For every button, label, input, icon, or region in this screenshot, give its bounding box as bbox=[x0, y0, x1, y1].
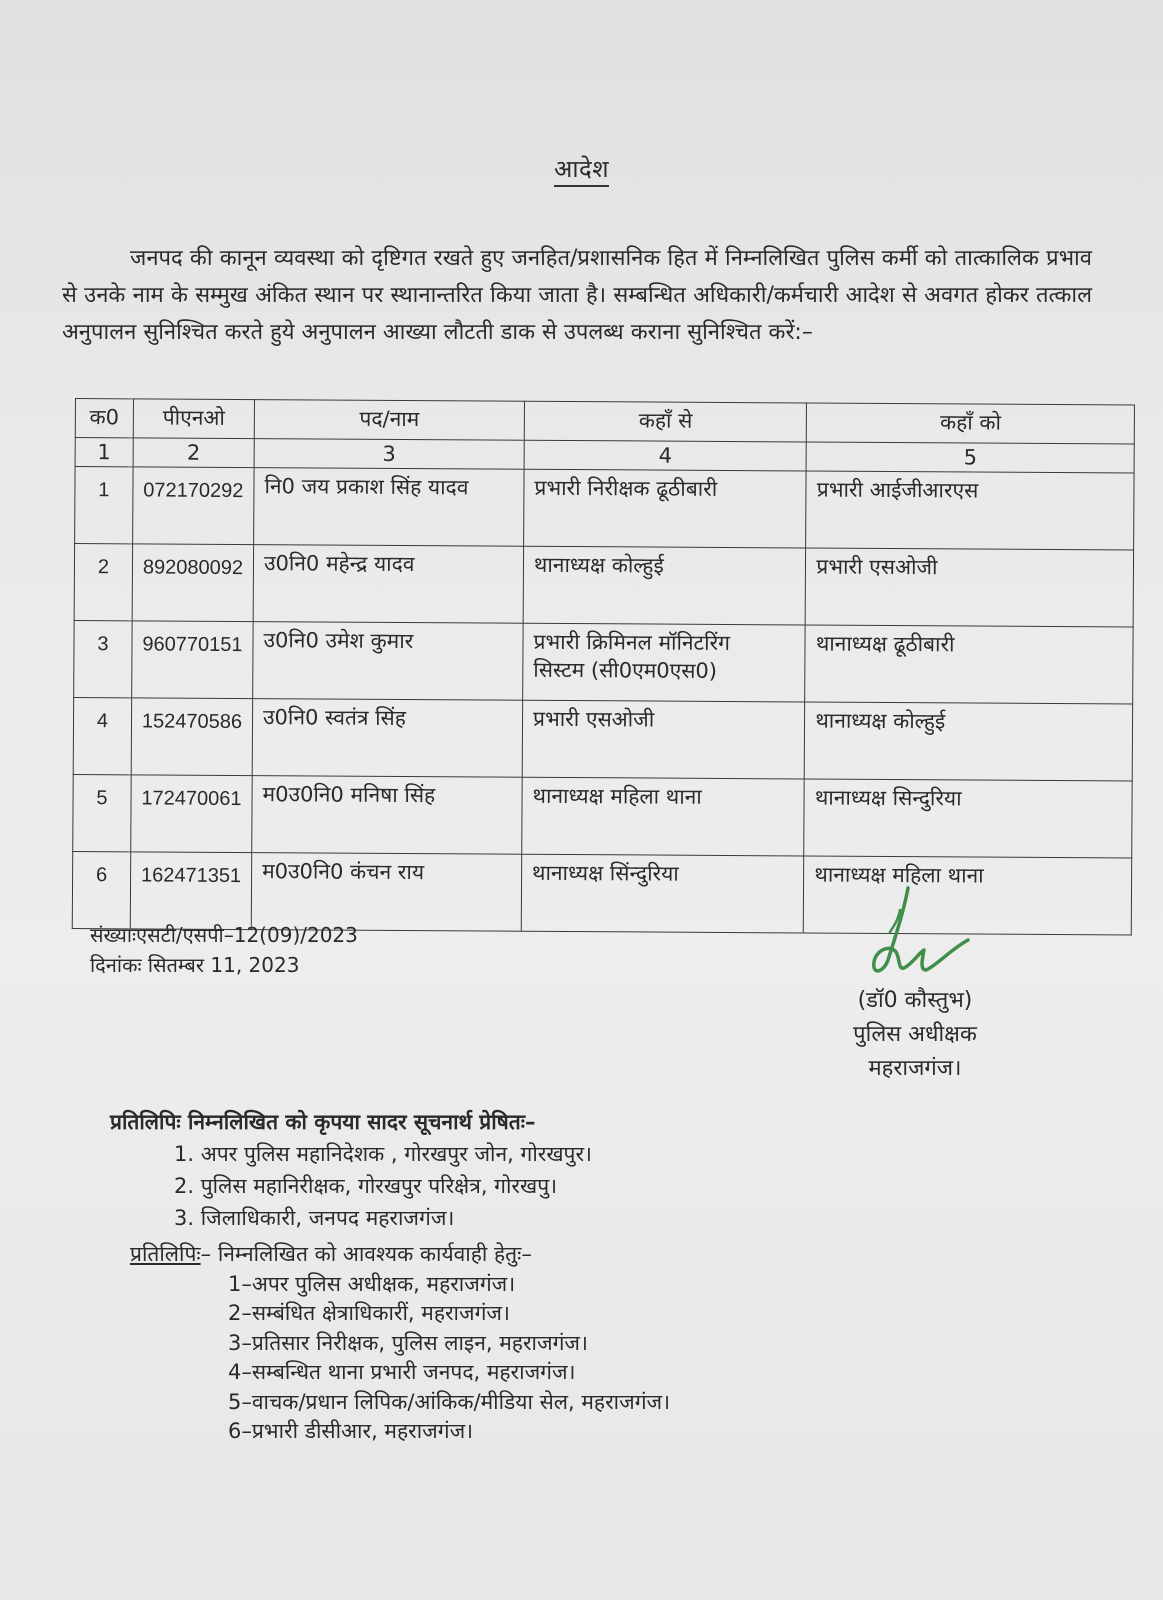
copy-list-action bbox=[130, 1240, 670, 1447]
cell-name: नि0 जय प्रकाश सिंह यादव bbox=[254, 468, 524, 547]
list-item: 2–सम्बंधित क्षेत्राधिकारीं, महराजगंज। bbox=[228, 1301, 510, 1325]
cell-serial: 6 bbox=[72, 851, 130, 928]
cell-to: थानाध्यक्ष महिला थाना bbox=[804, 856, 1132, 935]
cell-to: थानाध्यक्ष सिन्दुरिया bbox=[804, 779, 1132, 858]
copy-heading: प्रतिलिपिः निम्नलिखित को कृपया सादर सूचनार्थ प्रेषितः– bbox=[110, 1110, 536, 1134]
cell-pno: 162471351 bbox=[130, 852, 252, 930]
signatory-designation: पुलिस अधीक्षक bbox=[853, 1022, 977, 1047]
cell-from bbox=[523, 623, 806, 702]
cell-pno: 960770151 bbox=[132, 621, 254, 699]
cell-from-line2 bbox=[532, 810, 793, 812]
cell-pno: 152470586 bbox=[131, 698, 253, 776]
header-pno: पीएनओ bbox=[133, 399, 254, 439]
cell-name: म0उ0नि0 कंचन राय bbox=[251, 853, 521, 932]
cell-from-line2 bbox=[534, 579, 795, 581]
cell-from-line2 bbox=[533, 733, 794, 735]
cell-from bbox=[523, 546, 806, 625]
list-item: 5–वाचक/प्रधान लिपिक/आंकिक/मीडिया सेल, महराजगंज। bbox=[228, 1389, 671, 1414]
table-header-row bbox=[75, 399, 1134, 444]
cell-from-line2 bbox=[532, 887, 793, 889]
cell-pno: 072170292 bbox=[133, 467, 255, 545]
cell-name: उ0नि0 उमेश कुमार bbox=[253, 622, 523, 701]
cell-from-line2 bbox=[534, 502, 795, 504]
signatory-place: महराजगंज। bbox=[868, 1056, 962, 1081]
cell-pno: 172470061 bbox=[131, 775, 253, 853]
cell-from bbox=[521, 854, 804, 933]
cell-name: उ0नि0 महेन्द्र यादव bbox=[253, 545, 523, 624]
cell-from-line1: थानाध्यक्ष सिंन्दुरिया bbox=[532, 860, 679, 886]
col-number: 4 bbox=[524, 440, 807, 471]
table-row bbox=[73, 697, 1132, 780]
cell-pno: 892080092 bbox=[132, 544, 254, 622]
intro-paragraph: जनपद की कानून व्यवस्था को दृष्टिगत रखते हुए जनहित/प्रशासनिक हित में निम्नलिखित पुलिस कर्मी को तात्कालिक प्रभाव से उनके नाम के सम्मुख अंकित स्थान पर स्थानान्तरित किया जाता है। सम्बन्धित अधिकारी/कर्मचारी आदेश से अवगत होकर तत्काल अनुपालन सुनिश्चित करते हुये अनुपालन आख्या लौटती डाक से उपलब्ध कराना सुनिश्चित करें:– bbox=[62, 246, 1092, 345]
table-row bbox=[73, 774, 1132, 857]
cell-from-line1: थानाध्यक्ष महिला थाना bbox=[532, 783, 702, 809]
reference-block bbox=[90, 920, 358, 980]
table-row bbox=[74, 620, 1133, 703]
copy-recipient-list bbox=[130, 1270, 670, 1447]
signature-mark bbox=[800, 880, 1000, 990]
cell-serial: 2 bbox=[74, 544, 132, 621]
signatory-name: (डॉ0 कौस्तुभ) bbox=[857, 988, 973, 1013]
table-row bbox=[74, 544, 1133, 627]
table-row bbox=[75, 467, 1134, 550]
cell-to: थानाध्यक्ष ढूठीबारी bbox=[805, 625, 1133, 704]
col-number: 1 bbox=[75, 438, 133, 467]
header-serial: क0 bbox=[75, 399, 133, 438]
copy-heading-label: प्रतिलिपिः bbox=[130, 1242, 201, 1266]
copy-list-information bbox=[110, 1106, 592, 1234]
copy-heading bbox=[130, 1240, 670, 1270]
list-item: 1. अपर पुलिस महानिदेशक , गोरखपुर जोन, गोरखपुर। bbox=[174, 1142, 593, 1166]
cell-serial: 1 bbox=[75, 467, 133, 544]
col-number: 2 bbox=[133, 438, 254, 468]
reference-date: दिनांकः सितम्बर 11, 2023 bbox=[90, 953, 300, 977]
cell-name: म0उ0नि0 मनिषा सिंह bbox=[252, 776, 522, 855]
cell-from-line1: थानाध्यक्ष कोल्हुई bbox=[533, 552, 664, 578]
cell-to: प्रभारी आईजीआरएस bbox=[806, 471, 1134, 550]
transfer-table bbox=[72, 398, 1135, 935]
cell-to: प्रभारी एसओजी bbox=[805, 548, 1133, 627]
header-name: पद/नाम bbox=[254, 400, 524, 441]
cell-serial: 3 bbox=[74, 620, 132, 697]
list-item: 3. जिलाधिकारी, जनपद महराजगंज। bbox=[174, 1206, 455, 1230]
cell-from bbox=[524, 469, 807, 548]
list-item: 3–प्रतिसार निरीक्षक, पुलिस लाइन, महराजगंज। bbox=[228, 1330, 588, 1355]
cell-from-line1: प्रभारी एसओजी bbox=[532, 706, 655, 732]
col-number: 3 bbox=[254, 439, 524, 470]
cell-serial: 4 bbox=[73, 697, 131, 774]
cell-from bbox=[522, 777, 805, 856]
list-item: 6–प्रभारी डीसीआर, महराजगंज। bbox=[228, 1419, 474, 1443]
cell-from bbox=[522, 700, 805, 779]
document-title: आदेश bbox=[0, 152, 1163, 185]
list-item: 2. पुलिस महानिरीक्षक, गोरखपुर परिक्षेत्र, गोरखपु। bbox=[174, 1174, 558, 1198]
cell-from-line2: सिस्टम (सी0एम0एस0) bbox=[533, 657, 718, 683]
col-number: 5 bbox=[806, 442, 1134, 473]
cell-from-line1: प्रभारी निरीक्षक ढूठीबारी bbox=[534, 475, 718, 501]
copy-recipient-list bbox=[110, 1138, 592, 1234]
cell-serial: 5 bbox=[73, 774, 131, 851]
cell-to: थानाध्यक्ष कोल्हुई bbox=[805, 702, 1133, 781]
cell-name: उ0नि0 स्वतंत्र सिंह bbox=[252, 699, 522, 778]
list-item: 1–अपर पुलिस अधीक्षक, महराजगंज। bbox=[228, 1271, 516, 1296]
list-item: 4–सम्बन्धित थाना प्रभारी जनपद, महराजगंज। bbox=[228, 1360, 576, 1384]
header-from: कहाँ से bbox=[524, 401, 807, 442]
cell-from-line1: प्रभारी क्रिमिनल मॉनिटरिंग bbox=[533, 629, 731, 656]
reference-number: संख्याःएसटी/एसपी–12(09)/2023 bbox=[90, 923, 358, 947]
header-to: कहाँ को bbox=[807, 403, 1135, 444]
signatory-block bbox=[830, 984, 1000, 1086]
copy-heading-text: – निम्नलिखित को आवश्यक कार्यवाही हेतुः– bbox=[200, 1242, 532, 1266]
